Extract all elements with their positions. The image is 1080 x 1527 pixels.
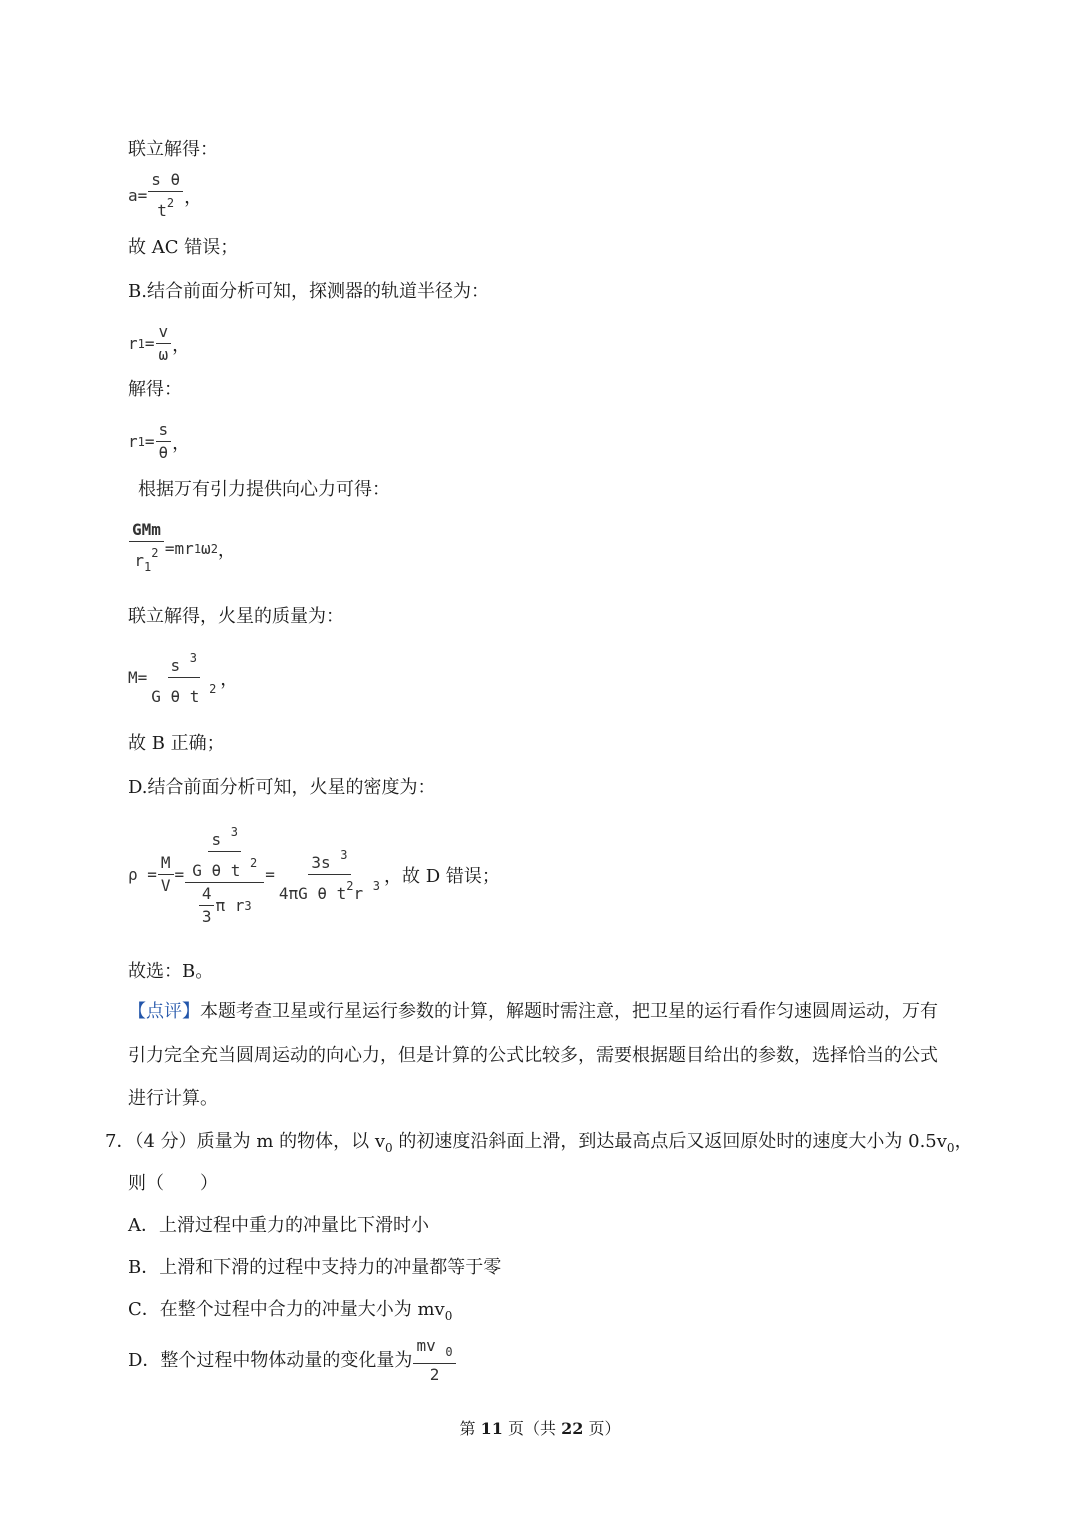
text-line: 解得： <box>128 379 182 400</box>
option-a: A．上滑过程中重力的冲量比下滑时小 <box>128 1215 429 1236</box>
formula-radius-v-omega: r 1 = $\frac{v}{\omega}$ ， <box>128 322 191 364</box>
text-line: B.结合前面分析可知，探测器的轨道半径为： <box>128 281 489 302</box>
formula-radius-s-theta: r 1 = $\frac{s}{\theta}$ ， <box>128 420 191 462</box>
text-line: 根据万有引力提供向心力可得： <box>138 479 390 500</box>
text-line: 故 B 正确； <box>128 733 225 754</box>
option-d: D．整个过程中物体动量的变化量为 $\frac{mv _0}{2}$ <box>128 1336 457 1385</box>
question-stem-line2: 则（ ） <box>128 1173 218 1194</box>
review-line: 进行计算。 <box>128 1088 218 1109</box>
text-line: 故 AC 错误； <box>128 237 239 258</box>
question-stem: 7．（4 分）质量为 m 的物体，以 $v_0$ 的初速度沿斜面上滑，到达最高点后又返回原处时的速度大小为 $0.5v_0$， <box>105 1131 973 1155</box>
text-line: 联立解得： <box>128 139 218 160</box>
formula-density: ρ = $\frac{M}{V}$ = $\frac{s ^3}{G \theta t ^2}$ $\frac{4}{3}$ π r 3 = $\frac{3s ^3}{4\pi G \theta t^2r ^3}$ ，故 D 错误； <box>128 822 500 927</box>
formula-gravity: $\frac{\text{GMm}}{r_1^2}$ =mr 1 ω 2 ， <box>128 520 236 577</box>
option-c: C．在整个过程中合力的冲量大小为 $mv_0$ <box>128 1299 453 1323</box>
review-tag: 【点评】 <box>128 1001 200 1022</box>
review-line: 引力完全充当圆周运动的向心力，但是计算的公式比较多，需要根据题目给出的参数，选择恰当的公式 <box>128 1045 938 1066</box>
formula-mass: M= $\frac{s ^3}{G \theta t ^2}$ ， <box>128 648 238 707</box>
review-paragraph: 【点评】本题考查卫星或行星运行参数的计算，解题时需注意，把卫星的运行看作匀速圆周运动，万有 <box>128 1001 938 1022</box>
text-line: D.结合前面分析可知，火星的密度为： <box>128 777 436 798</box>
option-b: B．上滑和下滑的过程中支持力的冲量都等于零 <box>128 1257 502 1278</box>
text-line: 故选：B。 <box>128 961 214 982</box>
formula-momentum-change: $\frac{mv _0}{2}$ <box>413 1336 455 1385</box>
page-footer: 第 11 页（共 22 页） <box>459 1419 621 1438</box>
formula-acceleration: a= $\frac{\text{s θ}}{t^2}$ ， <box>128 170 203 220</box>
text-line: 联立解得，火星的质量为： <box>128 606 344 627</box>
